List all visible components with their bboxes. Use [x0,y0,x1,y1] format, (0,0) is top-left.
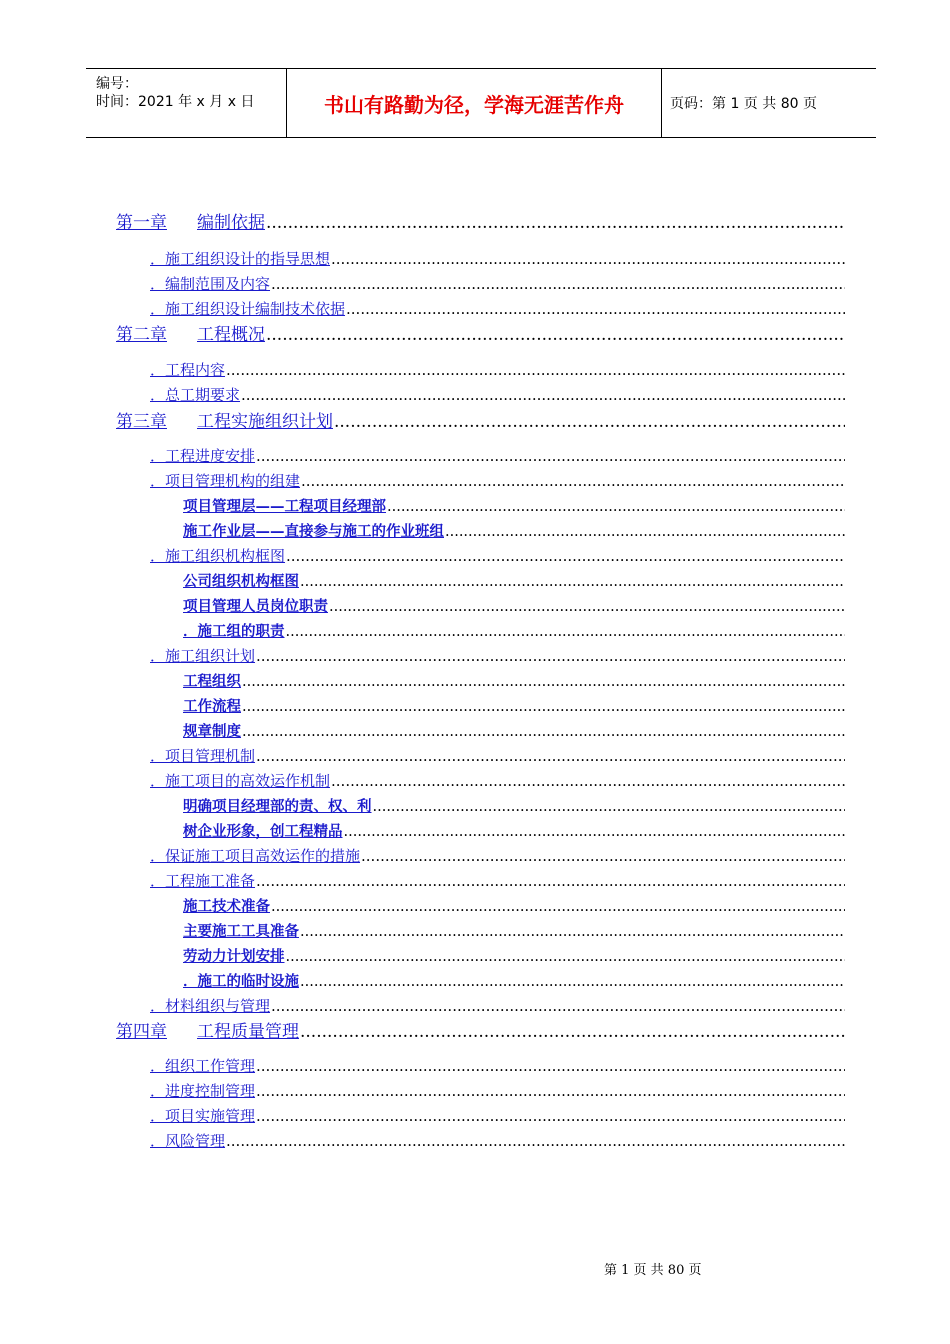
dot-leader [331,772,845,790]
toc-entry-level3[interactable] [183,795,845,816]
toc-entry-link[interactable]: ．编制范围及内容 [150,275,271,293]
chapter-number: 第二章 [116,325,167,345]
toc-entry-level2[interactable] [150,995,845,1016]
toc-entry-level3[interactable] [183,570,845,591]
toc-entry-level1[interactable] [116,407,845,432]
toc-entry-link[interactable]: 劳动力计划安排 [183,949,285,965]
dot-leader [242,724,845,740]
toc-entry-link[interactable]: 主要施工工具准备 [183,924,299,940]
toc-entry-level3[interactable] [183,695,845,716]
dot-leader [329,599,845,615]
toc-entry-link[interactable]: ．进度控制管理 [150,1082,256,1100]
dot-leader [373,799,846,815]
toc-entry-level2[interactable] [150,770,845,791]
toc-entry-link[interactable]: ．总工期要求 [150,386,241,404]
dot-leader [300,574,845,590]
toc-entry-level2[interactable] [150,1080,845,1101]
dot-leader [256,1057,845,1075]
toc-entry-link[interactable]: 公司组织机构框图 [183,574,299,590]
toc-entry-link[interactable] [116,1017,299,1042]
chapter-title: 工程实施组织计划 [197,412,333,432]
dot-leader [266,325,845,345]
toc-entry-level2[interactable] [150,1055,845,1076]
dot-leader [361,847,845,865]
chapter-number: 第三章 [116,412,167,432]
toc-entry-link[interactable]: 明确项目经理部的责、权、利 [183,799,372,815]
toc-entry-level3[interactable] [183,495,845,516]
toc-entry-link[interactable]: ．施工项目的高效运作机制 [150,772,331,790]
toc-entry-level3[interactable] [183,670,845,691]
chapter-title: 工程质量管理 [197,1022,299,1042]
dot-leader [256,747,845,765]
dot-leader [387,499,845,515]
dot-leader [334,412,845,432]
toc-entry-level2[interactable] [150,745,845,766]
page-header [86,68,876,138]
toc-entry-link[interactable]: 工程组织 [183,674,241,690]
toc-entry-link[interactable]: ．保证施工项目高效运作的措施 [150,847,361,865]
header-page-label: 页码：第 1 页 共 80 页 [670,96,817,112]
page-footer: 第 1 页 共 80 页 [604,1263,702,1278]
toc-entry-level2[interactable] [150,273,845,294]
toc-entry-link[interactable]: 项目管理人员岗位职责 [183,599,328,615]
toc-entry-link[interactable]: 施工技术准备 [183,899,270,915]
chapter-title: 编制依据 [197,213,265,233]
toc-entry-link[interactable]: ．组织工作管理 [150,1057,256,1075]
dot-leader [256,872,845,890]
dot-leader [241,386,845,404]
dot-leader [271,899,845,915]
toc-entry-link[interactable]: 施工作业层——直接参与施工的作业班组 [183,524,444,540]
toc-entry-link[interactable] [116,208,265,233]
toc-entry-link[interactable]: ．工程内容 [150,361,226,379]
dot-leader [301,472,845,490]
toc-entry-level3[interactable] [183,520,845,541]
dot-leader [286,624,846,640]
toc-entry-level2[interactable] [150,470,845,491]
toc-entry-level3[interactable] [183,720,845,741]
chapter-number: 第四章 [116,1022,167,1042]
dot-leader [266,213,845,233]
toc-entry-level3[interactable] [183,970,845,991]
dot-leader [226,361,845,379]
chapter-number: 第一章 [116,213,167,233]
toc-entry-link[interactable]: ．项目管理机制 [150,747,256,765]
dot-leader [286,949,846,965]
dot-leader [300,1022,845,1042]
toc-entry-link[interactable]: ．施工组织机构框图 [150,547,286,565]
toc-entry-level2[interactable] [150,248,845,269]
toc-entry-link[interactable]: ．施工的临时设施 [183,974,299,990]
dot-leader [271,275,845,293]
toc-entry-link[interactable]: ．项目实施管理 [150,1107,256,1125]
time-label: 时间：2021 年 x 月 x 日 [96,94,255,110]
toc-entry-link[interactable]: ．施工组的职责 [183,624,285,640]
toc-entry-link[interactable]: ．项目管理机构的组建 [150,472,301,490]
dot-leader [242,699,845,715]
dot-leader [300,924,845,940]
dot-leader [344,824,846,840]
toc-entry-link[interactable]: 项目管理层——工程项目经理部 [183,499,386,515]
toc-entry-level2[interactable] [150,1105,845,1126]
dot-leader [256,1082,845,1100]
dot-leader [242,674,845,690]
dot-leader [226,1132,845,1150]
dot-leader [331,250,845,268]
dot-leader [256,1107,845,1125]
toc-entry-link[interactable]: ．工程施工准备 [150,872,256,890]
toc-entry-link[interactable]: ．施工组织设计编制技术依据 [150,300,346,318]
toc-entry-level1[interactable] [116,1017,845,1042]
toc-entry-level3[interactable] [183,895,845,916]
toc-entry-level3[interactable] [183,920,845,941]
dot-leader [286,547,845,565]
toc-entry-level3[interactable] [183,945,845,966]
toc-entry-level2[interactable] [150,359,845,380]
dot-leader [346,300,845,318]
toc-entry-link[interactable]: ．施工组织计划 [150,647,256,665]
dot-leader [445,524,845,540]
dot-leader [256,647,845,665]
toc-entry-link[interactable]: ．施工组织设计的指导思想 [150,250,331,268]
toc-entry-level1[interactable] [116,208,845,233]
dot-leader [300,974,845,990]
number-label: 编号： [96,76,138,92]
toc-entry-level2[interactable] [150,645,845,666]
toc-entry-level3[interactable] [183,595,845,616]
toc-entry-link[interactable] [116,407,333,432]
dot-leader [256,447,845,465]
toc-entry-level2[interactable] [150,384,845,405]
toc-entry-level2[interactable] [150,298,845,319]
header-info-cell [86,69,286,137]
toc-entry-link[interactable]: ．材料组织与管理 [150,997,271,1015]
toc-entry-level2[interactable] [150,1130,845,1151]
toc-entry-link[interactable]: ．风险管理 [150,1132,226,1150]
toc-entry-level2[interactable] [150,845,845,866]
chapter-title: 工程概况 [197,325,265,345]
toc-entry-level2[interactable] [150,445,845,466]
dot-leader [271,997,845,1015]
toc-entry-level2[interactable] [150,870,845,891]
toc-entry-link[interactable]: 树企业形象，创工程精品 [183,824,343,840]
toc-entry-level2[interactable] [150,545,845,566]
toc-entry-level3[interactable] [183,620,845,641]
header-motto: 书山有路勤为径，学海无涯苦作舟 [286,69,662,137]
toc-entry-link[interactable]: ．工程进度安排 [150,447,256,465]
toc-entry-level1[interactable] [116,320,845,345]
toc-entry-link[interactable]: 规章制度 [183,724,241,740]
toc-entry-level3[interactable] [183,820,845,841]
toc-entry-link[interactable]: 工作流程 [183,699,241,715]
toc-entry-link[interactable] [116,320,265,345]
